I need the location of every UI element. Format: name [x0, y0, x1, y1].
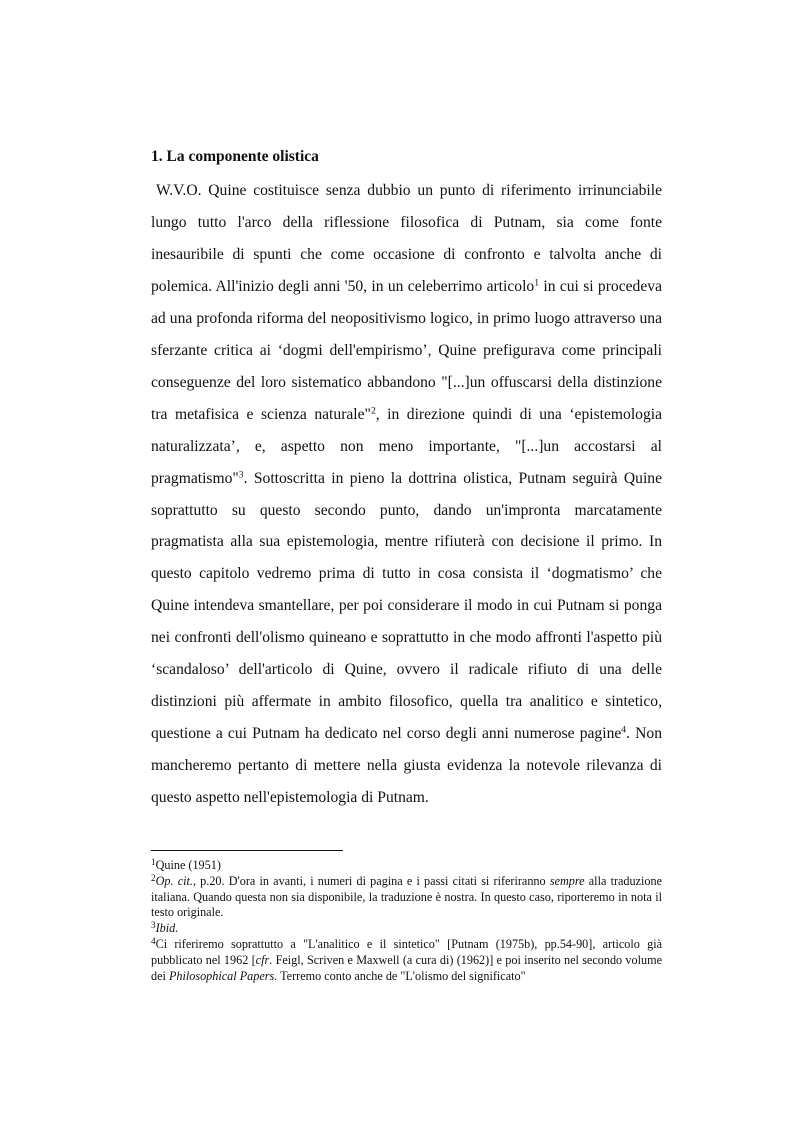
footnote-text: Quine (1951): [155, 858, 221, 872]
footnote-text: , p.20. D'ora in avanti, i numeri di pagina e i passi citati si riferiranno: [192, 873, 550, 888]
footnote-italic: sempre: [549, 873, 585, 888]
footnote-italic: Op. cit.: [155, 873, 193, 888]
footnote-ref-1[interactable]: 1: [534, 277, 540, 289]
footnote-ref-4[interactable]: 4: [621, 724, 627, 736]
footnote-3: [151, 921, 662, 937]
body-text-part-5: . Non mancheremo pertanto di mettere nella giusta evidenza la notevole rilevanza di questo aspetto nell'epistemologia di Putnam.: [151, 725, 662, 807]
footnote-number: 2: [151, 872, 156, 883]
paragraph-text: [151, 175, 662, 814]
body-text-part-2: in cui si procedeva ad una profonda riforma del neopositivismo logico, in primo luogo attraverso una sferzante critica ai ‘dogmi dell'empirismo’, Quine prefigurava come principali conseguenze del loro sistematico abbandono "[...]un offuscarsi della distinzione tra metafisica e scienza naturale": [151, 277, 662, 423]
body-text-part-4: . Sottoscritta in pieno la dottrina olistica, Putnam seguirà Quine soprattutto su questo secondo punto, dando un'impronta marcatamente pragmatista alla sua epistemologia, mentre rifiuterà con decisione il primo. In questo capitolo vedremo prima di tutto in cosa consista il ‘dogmatismo’ che Quine intendeva smantellare, per poi considerare il modo in cui Putnam si ponga nei confronti dell'olismo quineano e soprattutto in che modo affronti l'aspetto più ‘scandaloso’ dell'articolo di Quine, ovvero il radicale rifiuto di una delle distinzioni più affermate in ambito filosofico, quella tra analitico e sintetico, questione a cui Putnam ha dedicato nel corso degli anni numerose pagine: [151, 469, 662, 743]
footnote-number: 1: [151, 856, 156, 867]
footnote-4: [151, 937, 662, 984]
footnote-italic: Philosophical Papers.: [168, 968, 278, 983]
body-paragraph: [151, 175, 662, 814]
footnotes: [151, 858, 662, 984]
footnote-text: Terremo conto anche de "L'olismo del significato": [277, 968, 526, 983]
footnote-1: [151, 858, 662, 874]
footnote-text: . Feigl, Scriven e Maxwell (a cura di) (1962)] e poi inserito nel secondo volume dei: [151, 952, 662, 983]
body-text-part-1: W.V.O. Quine costituisce senza dubbio un punto di riferimento irrinunciabile lungo tutto l'arco della riflessione filosofica di Putnam, sia come fonte inesauribile di spunti che come occasione di confronto e talvolta anche di polemica. All'inizio degli anni '50, in un celeberrimo articolo: [151, 182, 662, 295]
footnote-separator: [151, 850, 343, 851]
footnote-text: Ci riferiremo soprattutto a "L'analitico e il sintetico" [Putnam (1975b), pp.54-90], articolo già pubblicato nel 1962 [: [151, 936, 662, 967]
footnote-ref-3[interactable]: 3: [238, 469, 244, 481]
body-text-part-3: , in direzione quindi di una ‘epistemologia naturalizzata’, e, aspetto non meno importante, "[...]un accostarsi al pragmatismo": [151, 405, 663, 487]
footnote-ref-2[interactable]: 2: [370, 405, 376, 417]
footnote-number: 4: [151, 935, 156, 946]
footnote-2: [151, 874, 662, 921]
footnote-number: 3: [151, 920, 156, 931]
section-heading: 1. La componente olistica: [151, 148, 319, 165]
footnote-italic: Ibid.: [155, 921, 179, 936]
footnote-italic: cfr: [255, 952, 270, 967]
footnote-text: alla traduzione italiana. Quando questa non sia disponibile, la traduzione è nostra. In questo caso, riporteremo in nota il testo originale.: [151, 873, 662, 920]
